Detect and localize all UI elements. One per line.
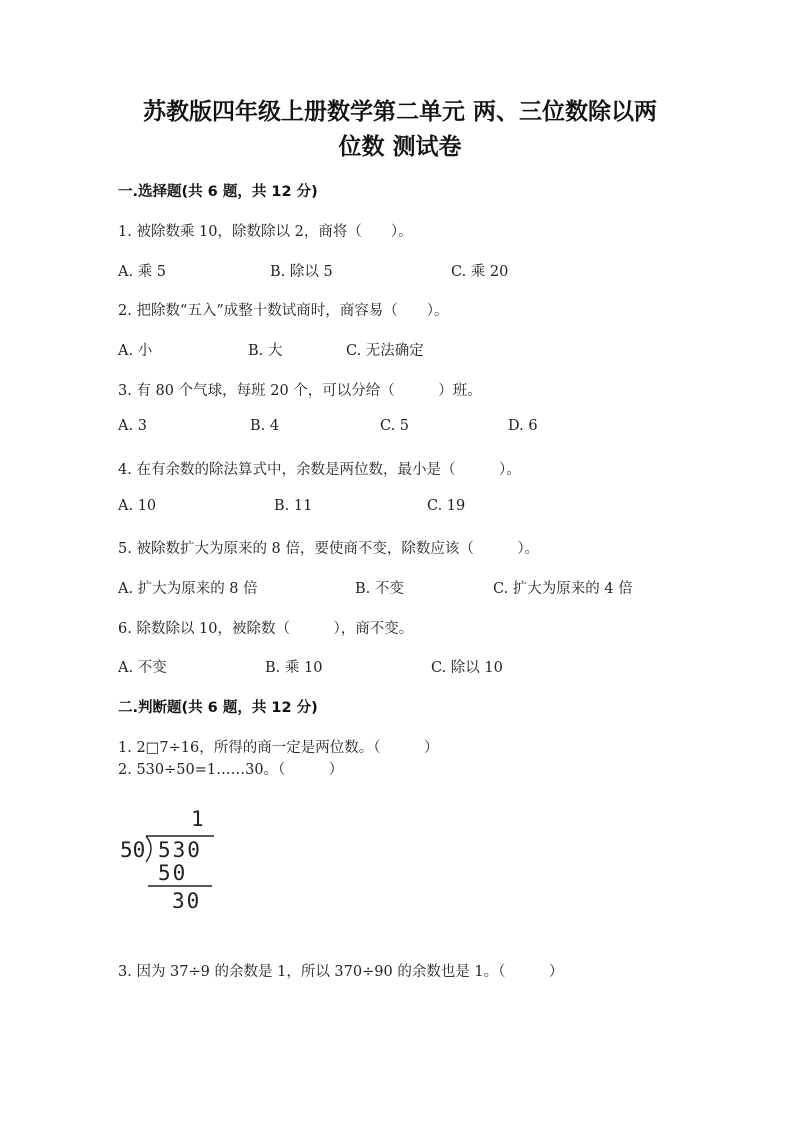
division-quotient: 1 [191, 807, 204, 831]
q5-option-c: C. 扩大为原来的 4 倍 [493, 581, 633, 597]
q4-option-b: B. 11 [274, 498, 313, 514]
question-5: 5. 被除数扩大为原来的 8 倍，要使商不变，除数应该（ ）。 [118, 541, 540, 557]
q6-option-c: C. 除以 10 [431, 660, 503, 676]
q6-option-a: A. 不变 [118, 660, 167, 676]
section-heading-choice: 一.选择题(共 6 题，共 12 分) [118, 184, 318, 200]
q2-option-b: B. 大 [248, 343, 283, 359]
question-3: 3. 有 80 个气球，每班 20 个，可以分给（ ）班。 [118, 383, 482, 399]
judgment-3: 3. 因为 37÷9 的余数是 1，所以 370÷90 的余数也是 1。（ ） [118, 964, 564, 980]
judgment-2: 2. 530÷50=1……30。（ ） [118, 762, 344, 778]
q5-option-a: A. 扩大为原来的 8 倍 [118, 581, 258, 597]
page-title-line1: 苏教版四年级上册数学第二单元 两、三位数除以两 [142, 99, 657, 125]
division-divisor: 50 [120, 838, 146, 862]
q4-option-a: A. 10 [118, 498, 157, 514]
page-title-line2: 位数 测试卷 [338, 134, 462, 160]
judgment-1: 1. 2□7÷16，所得的商一定是两位数。（ ） [118, 740, 439, 756]
q1-option-c: C. 乘 20 [451, 264, 509, 280]
q1-option-b: B. 除以 5 [270, 264, 333, 280]
section-heading-judgment: 二.判断题(共 6 题，共 12 分) [118, 700, 318, 716]
q1-option-a: A. 乘 5 [118, 264, 167, 280]
question-6: 6. 除数除以 10，被除数（ ），商不变。 [118, 621, 414, 637]
question-4: 4. 在有余数的除法算式中，余数是两位数，最小是（ ）。 [118, 462, 521, 478]
q6-option-b: B. 乘 10 [265, 660, 323, 676]
question-2: 2. 把除数“五入”成整十数试商时，商容易（ ）。 [118, 303, 449, 319]
q5-option-b: B. 不变 [355, 581, 404, 597]
division-dividend: 530 [158, 838, 202, 862]
question-1: 1. 被除数乘 10，除数除以 2，商将（ ）。 [118, 224, 413, 240]
long-division-figure [118, 800, 248, 920]
q2-option-c: C. 无法确定 [346, 343, 424, 359]
division-product: 50 [158, 861, 188, 885]
division-remainder: 30 [172, 889, 202, 913]
q4-option-c: C. 19 [427, 498, 466, 514]
q2-option-a: A. 小 [118, 343, 153, 359]
q3-option-c: C. 5 [380, 418, 410, 434]
q3-option-b: B. 4 [250, 418, 280, 434]
q3-option-a: A. 3 [118, 418, 147, 434]
q3-option-d: D. 6 [508, 418, 538, 434]
